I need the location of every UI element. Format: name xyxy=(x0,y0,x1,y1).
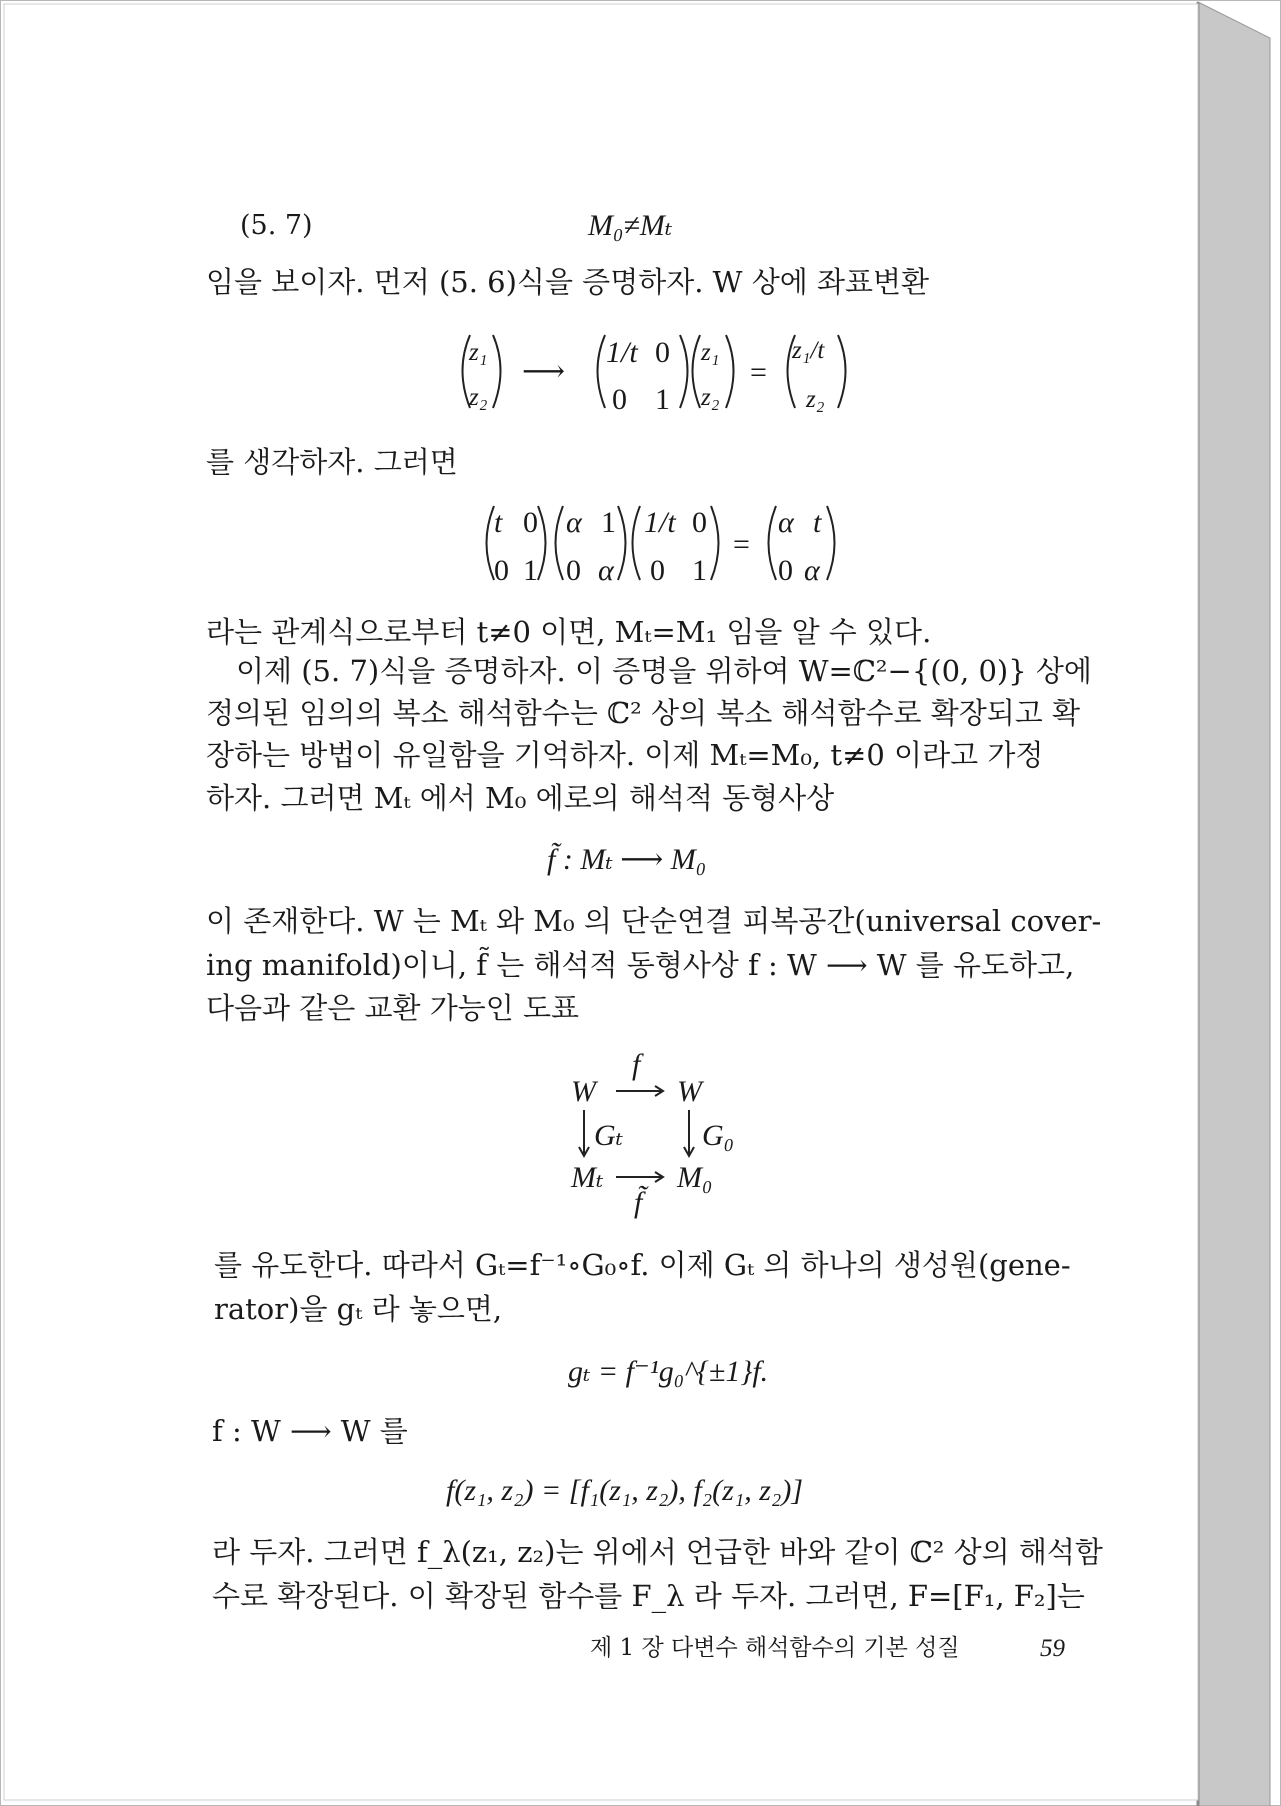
matrix-entry: 0 xyxy=(566,554,581,587)
matrix-entry: z₁ xyxy=(469,339,488,366)
paragraph-line: 를 유도한다. 따라서 Gₜ=f⁻¹∘G₀∘f. 이제 Gₜ 의 하나의 생성원(gene- xyxy=(214,1248,1071,1282)
page-number: 59 xyxy=(1040,1635,1065,1662)
generator-formula: gₜ = f⁻¹g₀^{±1}f. xyxy=(568,1355,769,1388)
matrix-entry: α xyxy=(566,506,582,539)
matrix-entry: α xyxy=(804,554,820,587)
matrix-entry: 0 xyxy=(655,336,670,369)
equals: = xyxy=(750,356,767,389)
paragraph-line: 장하는 방법이 유일함을 기억하자. 이제 Mₜ=M₀, t≠0 이라고 가정 xyxy=(206,738,1044,772)
matrix-entry: z₂ xyxy=(806,386,825,413)
mapping-definition: f(z₁, z₂) = [f₁(z₁, z₂), f₂(z₁, z₂)] xyxy=(446,1474,804,1507)
diagram-label-left: Gₜ xyxy=(594,1119,624,1152)
matrix-entry: 1 xyxy=(692,554,707,587)
matrix-entry: 1/t xyxy=(606,336,638,369)
running-footer: 제 1 장 다변수 해석함수의 기본 성질 xyxy=(590,1635,960,1661)
matrix-entry: z₁ xyxy=(701,339,720,366)
matrix-entry: 0 xyxy=(494,554,509,587)
matrix-entry: 0 xyxy=(612,383,627,416)
diagram-node: W xyxy=(677,1075,702,1108)
paragraph-line: 하자. 그러면 Mₜ 에서 M₀ 에로의 해석적 동형사상 xyxy=(206,781,835,815)
diagram-node: W xyxy=(571,1075,596,1108)
diagram-node: M₀ xyxy=(677,1161,713,1194)
matrix-entry: t xyxy=(494,506,503,539)
paragraph-line: ing manifold)이니, f̃ 는 해석적 동형사상 f : W ⟶ W 를 유도하고, xyxy=(206,948,1075,982)
paragraph-line: 를 생각하자. 그러면 xyxy=(206,445,458,479)
paragraph-line: 라 두자. 그러면 f_λ(z₁, z₂)는 위에서 언급한 바와 같이 ℂ² 상의 해석함 xyxy=(212,1535,1103,1569)
paragraph-line: 정의된 임의의 복소 해석함수는 ℂ² 상의 복소 해석함수로 확장되고 확 xyxy=(206,696,1081,730)
paragraph-line: 이 존재한다. W 는 Mₜ 와 M₀ 의 단순연결 피복공간(universal cover- xyxy=(206,904,1102,938)
mapping-formula: f̃ : Mₜ ⟶ M₀ xyxy=(547,843,707,876)
paragraph-line: 라는 관계식으로부터 t≠0 이면, Mₜ=M₁ 임을 알 수 있다. xyxy=(206,615,932,649)
matrix-entry: 0 xyxy=(692,506,707,539)
paragraph-line: 임을 보이자. 먼저 (5. 6)식을 증명하자. W 상에 좌표변환 xyxy=(206,265,930,299)
matrix-entry: α xyxy=(778,506,794,539)
matrix-entry: 0 xyxy=(523,506,538,539)
matrix-entry: 0 xyxy=(650,554,665,587)
matrix-entry: 1 xyxy=(601,506,616,539)
matrix-entry: 0 xyxy=(778,554,793,587)
matrix-entry: 1 xyxy=(523,554,538,587)
diagram-node: Mₜ xyxy=(571,1161,604,1194)
matrix-entry: z₂ xyxy=(469,384,488,411)
matrix-entry: 1 xyxy=(655,383,670,416)
paragraph-line: rator)을 gₜ 라 놓으면, xyxy=(214,1292,503,1326)
equals: = xyxy=(733,528,750,561)
matrix-entry: z₁/t xyxy=(792,337,825,364)
equation-5-7: M₀≠Mₜ xyxy=(588,209,673,242)
arrow: ⟶ xyxy=(522,355,566,388)
paragraph-line: 이제 (5. 7)식을 증명하자. 이 증명을 위하여 W=ℂ²−{(0, 0)} 상에 xyxy=(236,654,1092,688)
matrix-entry: t xyxy=(813,506,822,539)
matrix-entry: z₂ xyxy=(701,384,720,411)
diagram-label-right: G₀ xyxy=(702,1119,735,1152)
paragraph-line: 다음과 같은 교환 가능인 도표 xyxy=(206,991,580,1025)
diagram-label-bottom: f̃ xyxy=(634,1186,643,1219)
paragraph-line: f : W ⟶ W 를 xyxy=(212,1414,408,1448)
equation-label: (5. 7) xyxy=(240,210,313,241)
matrix-entry: α xyxy=(598,554,614,587)
paragraph-line: 수로 확장된다. 이 확장된 함수를 F_λ 라 두자. 그러면, F=[F₁, F₂]는 xyxy=(212,1579,1085,1613)
diagram-label-top: f xyxy=(632,1048,641,1081)
matrix-entry: 1/t xyxy=(644,506,676,539)
